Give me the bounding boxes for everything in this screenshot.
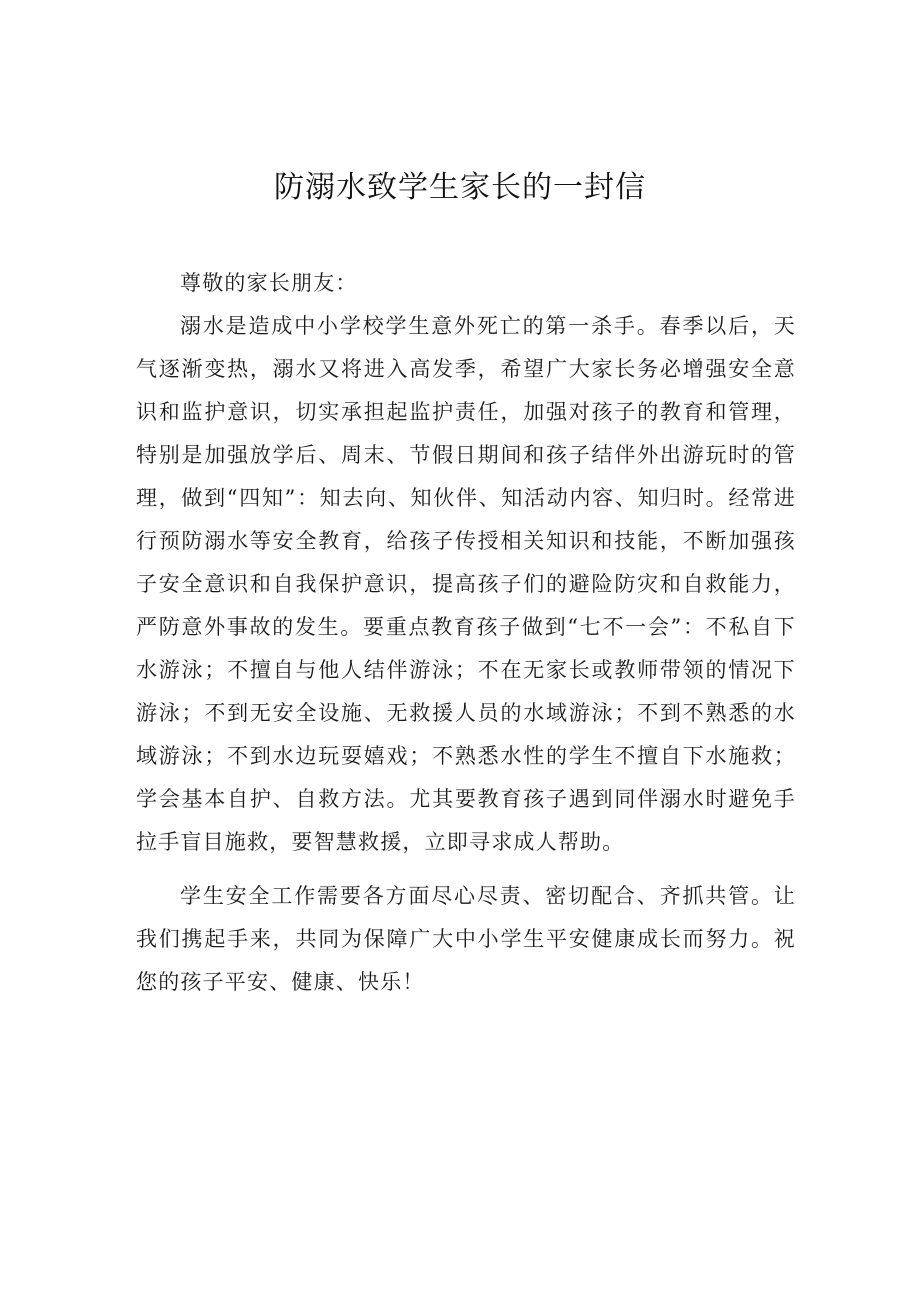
letter-title: 防溺水致学生家长的一封信	[274, 170, 646, 205]
body-paragraph-drowning-prevention: 溺水是造成中小学校学生意外死亡的第一杀手。春季以后，天气逐渐变热，溺水又将进入高发季，希望广大家长务必增强安全意识和监护意识，切实承担起监护责任，加强对孩子的教育和管理，特别是加强放学后、周末、节假日期间和孩子结伴外出游玩时的管理，做到“四知”：知去向、知伙伴、知活动内容、知归时。经常进行预防溺水等安全教育，给孩子传授相关知识和技能，不断加强孩子安全意识和自我保护意识，提高孩子们的避险防灾和自救能力，严防意外事故的发生。要重点教育孩子做到“七不一会”：不私自下水游泳；不擅自与他人结伴游泳；不在无家长或教师带领的情况下游泳；不到无安全设施、无救援人员的水域游泳；不到不熟悉的水域游泳；不到水边玩耍嬉戏；不熟悉水性的学生不擅自下水施救；学会基本自护、自救方法。尤其要教育孩子遇到同伴溺水时避免手拉手盲目施救，要智慧救援，立即寻求成人帮助。	[136, 314, 796, 854]
body-paragraph-closing: 学生安全工作需要各方面尽心尽责、密切配合、齐抓共管。让我们携起手来，共同为保障广大中小学生平安健康成长而努力。祝您的孩子平安、健康、快乐！	[136, 884, 796, 994]
letter-body	[136, 262, 796, 1004]
salutation: 尊敬的家长朋友：	[180, 271, 358, 295]
